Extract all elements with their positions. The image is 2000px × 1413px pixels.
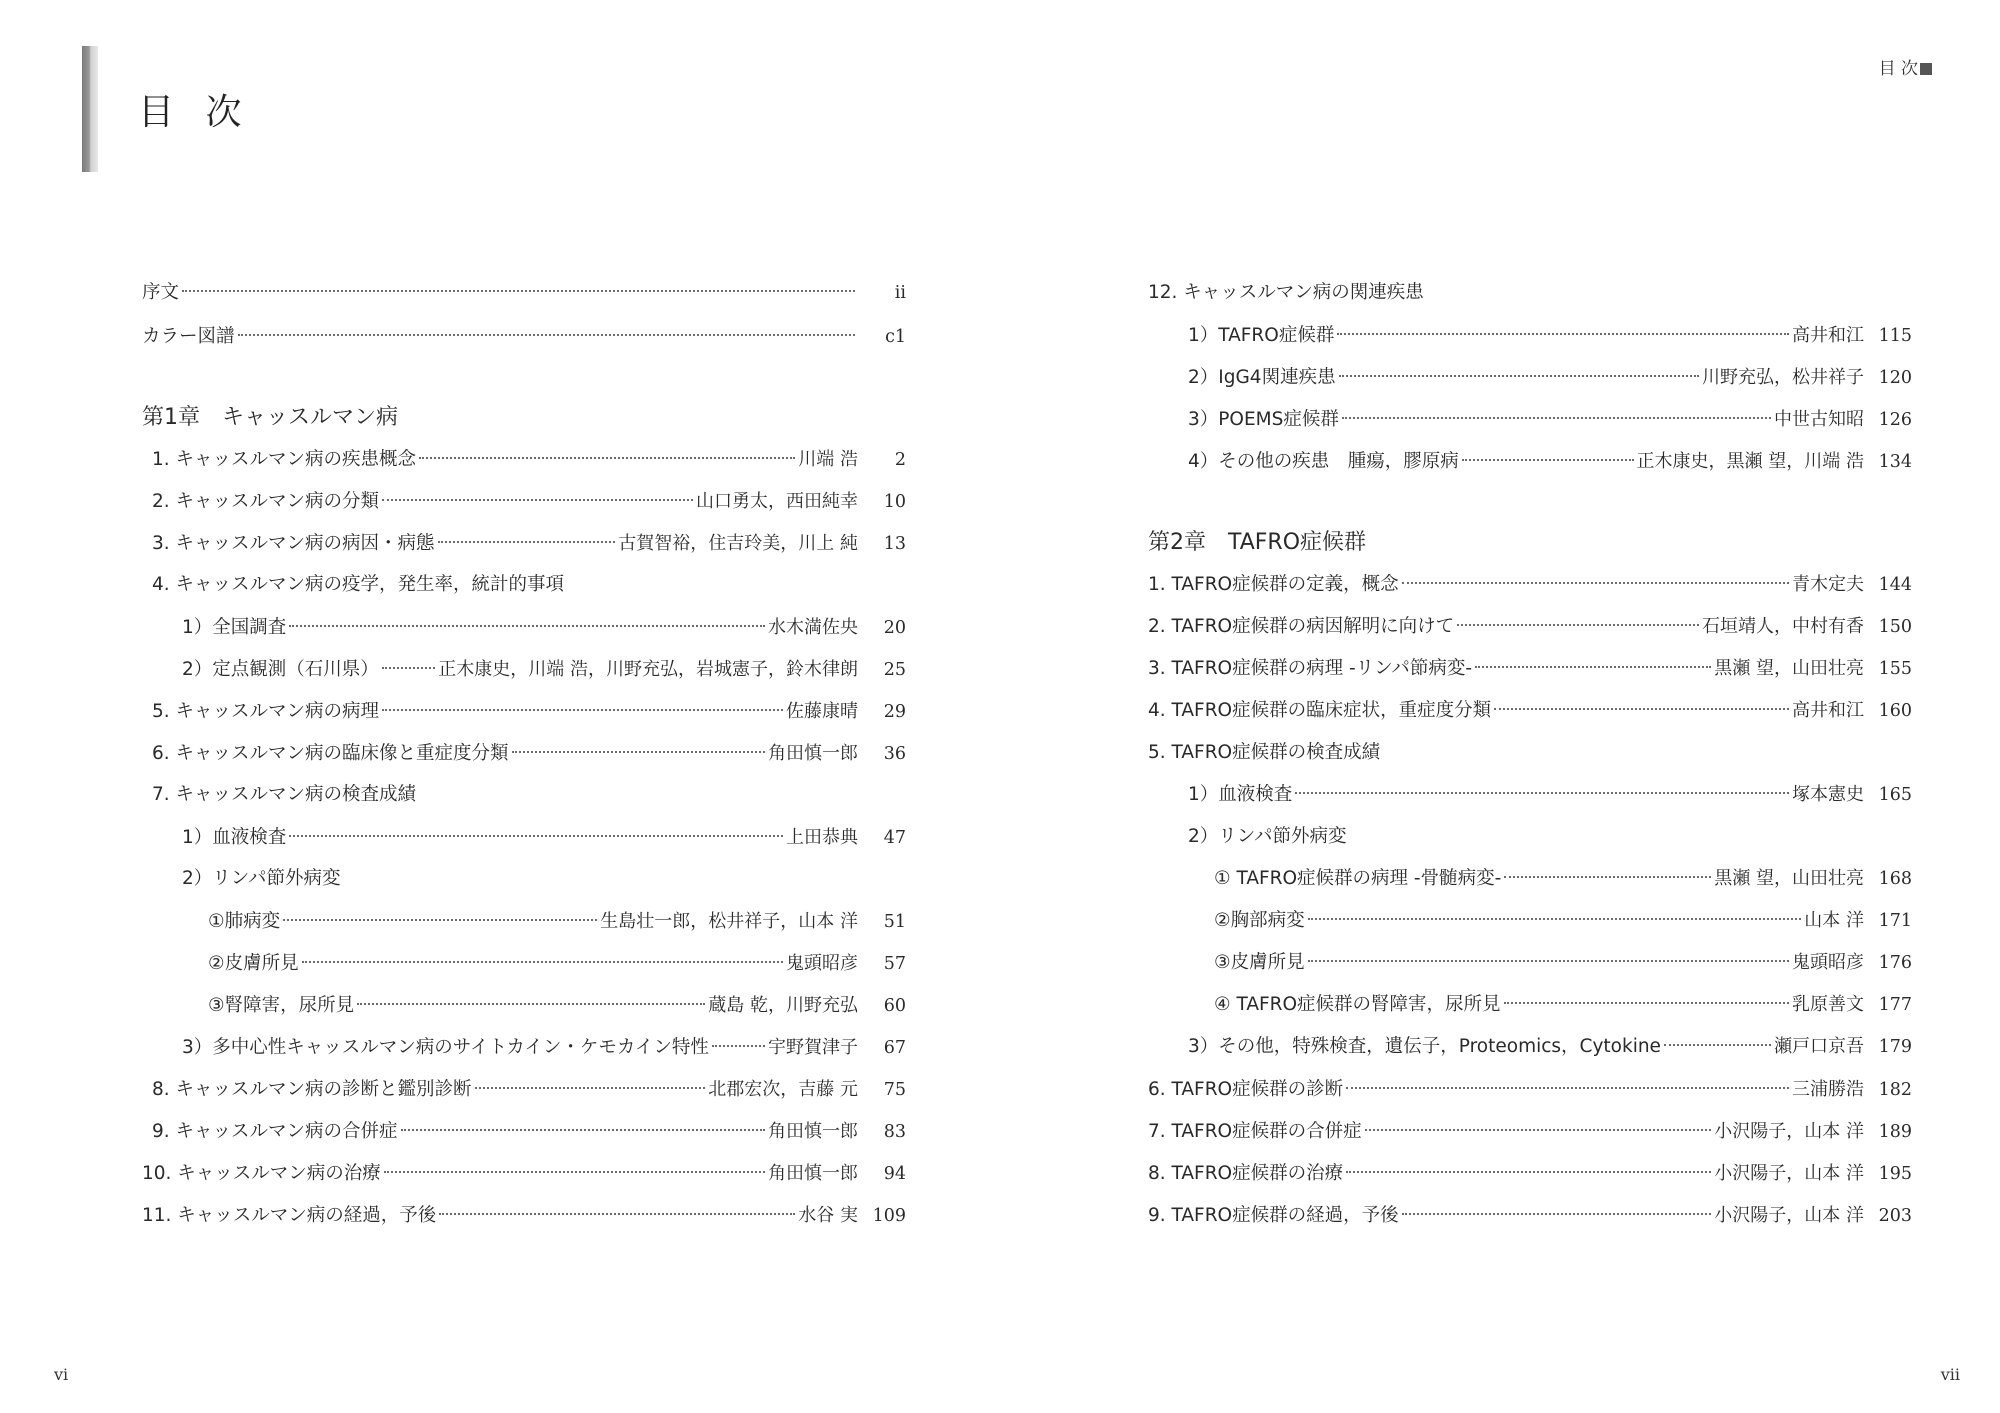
entry-authors: 生島壮一郎，松井祥子，山本 洋 — [600, 911, 858, 932]
entry-title: 第2章 TAFRO症候群 — [1148, 530, 1367, 555]
dot-leader — [1346, 1087, 1789, 1089]
toc-entry[interactable] — [1148, 405, 1912, 435]
toc-entry[interactable] — [1148, 570, 1912, 600]
dot-leader — [1457, 624, 1699, 626]
toc-entry[interactable] — [142, 1201, 906, 1231]
toc-entry[interactable] — [1148, 864, 1912, 894]
entry-title: 8. TAFRO症候群の治療 — [1148, 1163, 1344, 1184]
entry-title: 1）血液検査 — [182, 827, 287, 848]
entry-title: 10. キャッスルマン病の治療 — [142, 1163, 381, 1184]
entry-authors: 高井和江 — [1792, 700, 1864, 721]
dot-leader — [419, 457, 795, 459]
entry-authors: 小沢陽子，山本 洋 — [1714, 1121, 1864, 1142]
entry-page-number: 134 — [1878, 452, 1912, 472]
toc-entry[interactable] — [142, 570, 906, 600]
dot-leader — [382, 667, 435, 669]
entry-page-number: 75 — [883, 1080, 906, 1100]
toc-entry[interactable] — [142, 322, 906, 352]
folio-right: vii — [1940, 1365, 1960, 1384]
dot-leader — [283, 919, 597, 921]
toc-entry[interactable] — [142, 991, 906, 1021]
entry-title: 4. キャッスルマン病の疫学，発生率，統計的事項 — [152, 574, 565, 595]
entry-page-number: 29 — [883, 702, 906, 722]
entry-authors: 古賀智裕，住吉玲美，川上 純 — [618, 533, 858, 554]
entry-title: ①肺病変 — [208, 911, 281, 932]
dot-leader — [712, 1045, 765, 1047]
entry-title: 7. TAFRO症候群の合併症 — [1148, 1121, 1362, 1142]
toc-entry[interactable] — [142, 780, 906, 810]
dot-leader — [182, 290, 855, 292]
entry-authors: 蔵島 乾，川野充弘 — [708, 995, 858, 1016]
entry-title: ②胸部病変 — [1214, 910, 1305, 931]
toc-entry[interactable] — [142, 823, 906, 853]
entry-title: 1）血液検査 — [1188, 784, 1293, 805]
entry-page-number: 51 — [883, 912, 906, 932]
entry-authors: 塚本憲史 — [1792, 784, 1864, 805]
entry-title: 2. TAFRO症候群の病因解明に向けて — [1148, 616, 1455, 637]
dot-leader — [384, 1171, 765, 1173]
dot-leader — [1462, 459, 1634, 461]
entry-authors: 佐藤康晴 — [786, 701, 858, 722]
dot-leader — [289, 835, 783, 837]
dot-leader — [439, 1213, 795, 1215]
dot-leader — [289, 625, 765, 627]
entry-title: 1. キャッスルマン病の疾患概念 — [152, 449, 417, 470]
toc-entry[interactable] — [142, 907, 906, 937]
entry-page-number: 10 — [883, 492, 906, 512]
toc-entry[interactable] — [1148, 612, 1912, 642]
entry-title: ③皮膚所見 — [1214, 952, 1305, 973]
toc-entry[interactable] — [142, 697, 906, 727]
dot-leader — [438, 541, 616, 543]
toc-entry[interactable] — [1148, 822, 1912, 852]
toc-entry[interactable] — [142, 864, 906, 894]
toc-entry[interactable] — [142, 949, 906, 979]
entry-page-number: 25 — [883, 660, 906, 680]
entry-title: ④ TAFRO症候群の腎障害，尿所見 — [1214, 994, 1501, 1015]
dot-leader — [1346, 1171, 1711, 1173]
entry-authors: 水谷 実 — [798, 1205, 858, 1226]
entry-authors: 黒瀬 望，山田壮亮 — [1714, 658, 1864, 679]
dot-leader — [1342, 417, 1771, 419]
toc-entry[interactable] — [1148, 1159, 1912, 1189]
entry-page-number: 160 — [1878, 701, 1912, 721]
entry-title: 2）リンパ節外病変 — [1188, 826, 1347, 847]
entry-title: 7. キャッスルマン病の検査成績 — [152, 784, 417, 805]
entry-title: 2）リンパ節外病変 — [182, 868, 341, 889]
toc-entry[interactable] — [142, 655, 906, 685]
entry-authors: 上田恭典 — [786, 827, 858, 848]
entry-title: 6. キャッスルマン病の臨床像と重症度分類 — [152, 743, 509, 764]
entry-page-number: 195 — [1878, 1164, 1912, 1184]
toc-entry[interactable] — [142, 445, 906, 475]
dot-leader — [302, 961, 783, 963]
entry-authors: 青木定夫 — [1792, 574, 1864, 595]
square-marker-icon — [1920, 63, 1932, 75]
entry-page-number: 179 — [1878, 1037, 1912, 1057]
toc-entry[interactable] — [142, 278, 906, 308]
entry-authors: 山口勇太，西田純幸 — [696, 491, 858, 512]
entry-title: 2）定点観測（石川県） — [182, 659, 379, 680]
dot-leader — [1494, 708, 1789, 710]
entry-title: 3）POEMS症候群 — [1188, 409, 1339, 430]
entry-title: カラー図譜 — [142, 326, 235, 347]
entry-page-number: 13 — [883, 534, 906, 554]
entry-authors: 鬼頭昭彦 — [786, 953, 858, 974]
toc-entry[interactable] — [142, 613, 906, 643]
entry-authors: 高井和江 — [1792, 325, 1864, 346]
entry-title: 3）多中心性キャッスルマン病のサイトカイン・ケモカイン特性 — [182, 1037, 709, 1058]
entry-authors: 角田慎一郎 — [768, 1163, 858, 1184]
chapter-heading[interactable] — [1148, 528, 1912, 558]
entry-authors: 北郡宏次，吉藤 元 — [708, 1079, 858, 1100]
entry-title: 1）TAFRO症候群 — [1188, 325, 1335, 346]
title-accent-bar — [82, 46, 98, 172]
entry-title: 12. キャッスルマン病の関連疾患 — [1148, 282, 1424, 303]
entry-title: 5. キャッスルマン病の病理 — [152, 701, 380, 722]
entry-authors: 角田慎一郎 — [768, 1121, 858, 1142]
toc-entry[interactable] — [1148, 738, 1912, 768]
entry-authors: 角田慎一郎 — [768, 743, 858, 764]
entry-title: 3. TAFRO症候群の病理 -リンパ節病変- — [1148, 658, 1473, 679]
entry-title: 9. キャッスルマン病の合併症 — [152, 1121, 398, 1142]
entry-title: 第1章 キャッスルマン病 — [142, 405, 398, 430]
dot-leader — [1337, 333, 1789, 335]
entry-page-number: 36 — [883, 744, 906, 764]
page-title: 目 次 — [138, 92, 252, 133]
entry-authors: 正木康史，川端 浩，川野充弘，岩城憲子，鈴木律朗 — [438, 659, 858, 680]
toc-entry[interactable] — [1148, 1117, 1912, 1147]
entry-title: 1）全国調査 — [182, 617, 287, 638]
entry-title: 9. TAFRO症候群の経過，予後 — [1148, 1205, 1399, 1226]
entry-page-number: 60 — [883, 996, 906, 1016]
entry-title: 1. TAFRO症候群の定義，概念 — [1148, 574, 1399, 595]
entry-authors: 中世古知昭 — [1774, 409, 1864, 430]
toc-entry[interactable] — [1148, 990, 1912, 1020]
toc-entry[interactable] — [1148, 278, 1912, 308]
entry-authors: 乳原善文 — [1792, 994, 1864, 1015]
entry-page-number: 20 — [883, 618, 906, 638]
dot-leader — [1365, 1129, 1712, 1131]
entry-page-number: 165 — [1878, 785, 1912, 805]
dot-leader — [401, 1129, 765, 1131]
entry-title: 3）その他，特殊検査，遺伝子，Proteomics，Cytokine — [1188, 1036, 1661, 1057]
entry-page-number: c1 — [885, 327, 906, 347]
entry-page-number: 2 — [894, 450, 906, 470]
entry-title: 2. キャッスルマン病の分類 — [152, 491, 380, 512]
dot-leader — [1308, 960, 1789, 962]
dot-leader — [1295, 792, 1789, 794]
entry-page-number: 171 — [1878, 911, 1912, 931]
toc-entry[interactable] — [1148, 948, 1912, 978]
entry-page-number: 94 — [883, 1164, 906, 1184]
entry-page-number: 150 — [1878, 617, 1912, 637]
entry-authors: 小沢陽子，山本 洋 — [1714, 1205, 1864, 1226]
toc-entry[interactable] — [1148, 780, 1912, 810]
entry-page-number: 57 — [883, 954, 906, 974]
entry-authors: 瀬戸口京吾 — [1774, 1036, 1864, 1057]
toc-entry[interactable] — [142, 487, 906, 517]
toc-entry[interactable] — [142, 1075, 906, 1105]
entry-page-number: ii — [894, 283, 906, 303]
toc-entry[interactable] — [1148, 654, 1912, 684]
entry-page-number: 67 — [883, 1038, 906, 1058]
entry-page-number: 115 — [1878, 326, 1912, 346]
dot-leader — [1308, 918, 1802, 920]
toc-entry[interactable] — [142, 1117, 906, 1147]
entry-authors: 鬼頭昭彦 — [1792, 952, 1864, 973]
running-head — [1879, 54, 1932, 79]
entry-page-number: 182 — [1878, 1080, 1912, 1100]
entry-title: ②皮膚所見 — [208, 953, 299, 974]
entry-title: 5. TAFRO症候群の検査成績 — [1148, 742, 1381, 763]
toc-entry[interactable] — [142, 1159, 906, 1189]
entry-authors: 三浦勝浩 — [1792, 1079, 1864, 1100]
dot-leader — [1402, 582, 1789, 584]
toc-entry[interactable] — [1148, 1075, 1912, 1105]
entry-title: 2）IgG4関連疾患 — [1188, 367, 1336, 388]
entry-authors: 正木康史，黒瀬 望，川端 浩 — [1636, 451, 1864, 472]
dot-leader — [475, 1087, 706, 1089]
toc-entry[interactable] — [142, 529, 906, 559]
entry-authors: 小沢陽子，山本 洋 — [1714, 1163, 1864, 1184]
dot-leader — [382, 709, 783, 711]
chapter-heading[interactable] — [142, 403, 906, 433]
dot-leader — [1504, 1002, 1789, 1004]
running-head-text: 目 次 — [1878, 59, 1918, 79]
entry-title: ① TAFRO症候群の病理 -骨髄病変- — [1214, 868, 1502, 889]
toc-entry[interactable] — [1148, 696, 1912, 726]
toc-entry[interactable] — [142, 1033, 906, 1063]
entry-page-number: 120 — [1878, 368, 1912, 388]
entry-authors: 川端 浩 — [798, 449, 858, 470]
entry-authors: 水木満佐央 — [768, 617, 858, 638]
toc-entry[interactable] — [1148, 906, 1912, 936]
entry-page-number: 189 — [1878, 1122, 1912, 1142]
dot-leader — [1339, 375, 1699, 377]
entry-page-number: 177 — [1878, 995, 1912, 1015]
dot-leader — [1664, 1044, 1771, 1046]
dot-leader — [382, 499, 693, 501]
toc-entry[interactable] — [142, 739, 906, 769]
entry-authors: 山本 洋 — [1804, 910, 1864, 931]
toc-entry[interactable] — [1148, 1032, 1912, 1062]
entry-title: 6. TAFRO症候群の診断 — [1148, 1079, 1344, 1100]
dot-leader — [1402, 1213, 1712, 1215]
dot-leader — [512, 751, 765, 753]
entry-title: ③腎障害，尿所見 — [208, 995, 355, 1016]
entry-title: 序文 — [142, 282, 180, 303]
entry-page-number: 126 — [1878, 410, 1912, 430]
entry-page-number: 155 — [1878, 659, 1912, 679]
entry-title: 8. キャッスルマン病の診断と鑑別診断 — [152, 1079, 472, 1100]
entry-authors: 黒瀬 望，山田壮亮 — [1714, 868, 1864, 889]
entry-title: 11. キャッスルマン病の経過，予後 — [142, 1205, 437, 1226]
folio-left: vi — [54, 1365, 69, 1384]
dot-leader — [1504, 876, 1711, 878]
dot-leader — [238, 334, 855, 336]
entry-page-number: 47 — [883, 828, 906, 848]
entry-title: 4. TAFRO症候群の臨床症状，重症度分類 — [1148, 700, 1492, 721]
entry-authors: 宇野賀津子 — [768, 1037, 858, 1058]
entry-page-number: 144 — [1878, 575, 1912, 595]
entry-title: 3. キャッスルマン病の病因・病態 — [152, 533, 435, 554]
toc-entry[interactable] — [1148, 447, 1912, 477]
toc-entry[interactable] — [1148, 363, 1912, 393]
dot-leader — [357, 1003, 705, 1005]
toc-entry[interactable] — [1148, 321, 1912, 351]
entry-authors: 石垣靖人，中村有香 — [1702, 616, 1864, 637]
entry-title: 4）その他の疾患 腫瘍，膠原病 — [1188, 451, 1459, 472]
dot-leader — [1475, 666, 1711, 668]
entry-page-number: 83 — [883, 1122, 906, 1142]
entry-page-number: 109 — [872, 1206, 906, 1226]
entry-page-number: 176 — [1878, 953, 1912, 973]
entry-page-number: 203 — [1878, 1206, 1912, 1226]
entry-authors: 川野充弘，松井祥子 — [1702, 367, 1864, 388]
toc-entry[interactable] — [1148, 1201, 1912, 1231]
entry-page-number: 168 — [1878, 869, 1912, 889]
